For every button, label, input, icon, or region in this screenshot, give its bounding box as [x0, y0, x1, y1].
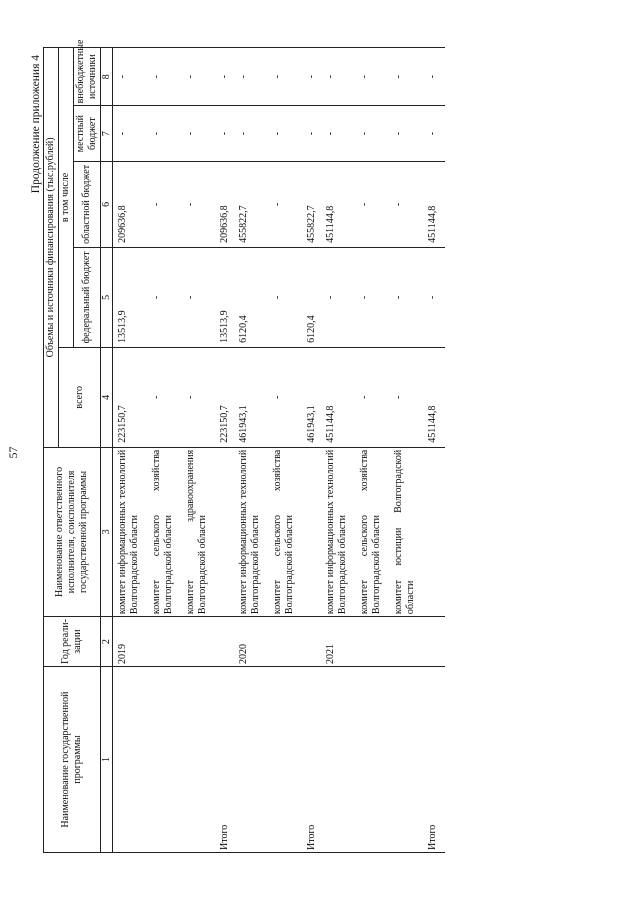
- program-cell: [324, 667, 350, 853]
- executor-cell: комитет информационных технологий Волгоградской области: [113, 447, 143, 616]
- executor-cell: комитет сельского хозяйства Волгоградской области: [271, 447, 297, 616]
- offbudget-cell: -: [392, 48, 418, 106]
- offbudget-cell: -: [426, 48, 445, 106]
- total-cell: -: [392, 347, 418, 447]
- column-numbers-row: [101, 48, 113, 853]
- local-cell: -: [426, 106, 445, 162]
- federal-cell: -: [426, 247, 445, 347]
- total-cell: 223150,7: [113, 347, 143, 447]
- offbudget-cell: -: [150, 48, 176, 106]
- local-cell: -: [184, 106, 210, 162]
- table-row: [271, 48, 297, 853]
- table-row: [150, 48, 176, 853]
- header-including: в том числе: [59, 48, 74, 348]
- table-row: [392, 48, 418, 853]
- year-cell: [218, 617, 237, 667]
- executor-cell: [218, 447, 237, 616]
- itogo-label: Итого: [426, 667, 445, 853]
- regional-cell: 455822,7: [237, 161, 263, 247]
- program-cell: [271, 667, 297, 853]
- federal-cell: -: [324, 247, 350, 347]
- federal-cell: 6120,4: [237, 247, 263, 347]
- year-cell: [358, 617, 384, 667]
- regional-cell: -: [150, 161, 176, 247]
- total-cell: -: [184, 347, 210, 447]
- local-cell: -: [392, 106, 418, 162]
- executor-cell: [426, 447, 445, 616]
- offbudget-cell: -: [237, 48, 263, 106]
- header-total: всего: [59, 347, 101, 447]
- program-cell: [392, 667, 418, 853]
- program-cell: [150, 667, 176, 853]
- table-row: [324, 48, 350, 853]
- year-cell: [271, 617, 297, 667]
- year-cell: [305, 617, 324, 667]
- total-cell: -: [271, 347, 297, 447]
- federal-cell: -: [271, 247, 297, 347]
- offbudget-cell: -: [271, 48, 297, 106]
- year-cell: 2021: [324, 617, 350, 667]
- local-cell: -: [150, 106, 176, 162]
- header-volumes: Объемы и источники финансирования (тыс.рублей): [44, 48, 59, 448]
- executor-cell: [305, 447, 324, 616]
- table-row: [358, 48, 384, 853]
- local-cell: -: [324, 106, 350, 162]
- executor-cell: комитет информационных технологий Волгоградской области: [237, 447, 263, 616]
- regional-cell: 451144,8: [426, 161, 445, 247]
- federal-cell: -: [358, 247, 384, 347]
- program-cell: [358, 667, 384, 853]
- header-offbudget: внебюджетные источники: [74, 48, 101, 106]
- continuation-label: Продолжение приложения 4: [30, 55, 42, 194]
- regional-cell: 209636,8: [218, 161, 237, 247]
- page-number: 57: [6, 446, 20, 459]
- federal-cell: 13513,9: [113, 247, 143, 347]
- header-local: местный бюджет: [74, 106, 101, 162]
- federal-cell: -: [392, 247, 418, 347]
- total-cell: 223150,7: [218, 347, 237, 447]
- federal-cell: -: [150, 247, 176, 347]
- offbudget-cell: -: [184, 48, 210, 106]
- executor-cell: комитет юстиции Волгоградской области: [392, 447, 418, 616]
- regional-cell: 455822,7: [305, 161, 324, 247]
- table-row-total: [218, 48, 237, 853]
- itogo-label: Итого: [305, 667, 324, 853]
- regional-cell: 451144,8: [324, 161, 350, 247]
- offbudget-cell: -: [218, 48, 237, 106]
- header-program-name: Наименование государственной программы: [44, 667, 101, 853]
- column-number: 5: [101, 247, 113, 347]
- column-number: 2: [101, 617, 113, 667]
- local-cell: -: [218, 106, 237, 162]
- offbudget-cell: -: [324, 48, 350, 106]
- total-cell: -: [358, 347, 384, 447]
- total-cell: 451144,8: [426, 347, 445, 447]
- header-regional: областной бюджет: [74, 161, 101, 247]
- year-cell: 2019: [113, 617, 143, 667]
- federal-cell: 13513,9: [218, 247, 237, 347]
- regional-cell: -: [184, 161, 210, 247]
- regional-cell: 209636,8: [113, 161, 143, 247]
- local-cell: -: [358, 106, 384, 162]
- year-cell: [426, 617, 445, 667]
- column-number: 8: [101, 48, 113, 106]
- program-cell: [184, 667, 210, 853]
- year-cell: [392, 617, 418, 667]
- executor-cell: комитет сельского хозяйства Волгоградской области: [150, 447, 176, 616]
- federal-cell: -: [184, 247, 210, 347]
- offbudget-cell: -: [305, 48, 324, 106]
- table-row: [237, 48, 263, 853]
- table-row-total: [305, 48, 324, 853]
- column-number: 1: [101, 667, 113, 853]
- table-row-total: [426, 48, 445, 853]
- executor-cell: комитет здравоохранения Волгоградской области: [184, 447, 210, 616]
- offbudget-cell: -: [113, 48, 143, 106]
- local-cell: -: [271, 106, 297, 162]
- total-cell: -: [150, 347, 176, 447]
- table-row: [184, 48, 210, 853]
- program-cell: [237, 667, 263, 853]
- offbudget-cell: -: [358, 48, 384, 106]
- local-cell: -: [237, 106, 263, 162]
- column-number: 7: [101, 106, 113, 162]
- program-cell: [113, 667, 143, 853]
- column-number: 6: [101, 161, 113, 247]
- regional-cell: -: [271, 161, 297, 247]
- local-cell: -: [305, 106, 324, 162]
- local-cell: -: [113, 106, 143, 162]
- total-cell: 461943,1: [237, 347, 263, 447]
- table-row: [113, 48, 143, 853]
- total-cell: 451144,8: [324, 347, 350, 447]
- total-cell: 461943,1: [305, 347, 324, 447]
- column-number: 3: [101, 447, 113, 616]
- header-year: Год реали-зации: [44, 617, 101, 667]
- year-cell: [150, 617, 176, 667]
- executor-cell: комитет информационных технологий Волгоградской области: [324, 447, 350, 616]
- regional-cell: -: [392, 161, 418, 247]
- regional-cell: -: [358, 161, 384, 247]
- year-cell: 2020: [237, 617, 263, 667]
- federal-cell: 6120,4: [305, 247, 324, 347]
- itogo-label: Итого: [218, 667, 237, 853]
- header-executor: Наименование ответственного исполнителя, соисполнителя государственной программы: [44, 447, 101, 616]
- column-number: 4: [101, 347, 113, 447]
- year-cell: [184, 617, 210, 667]
- financing-table: [43, 39, 445, 853]
- executor-cell: комитет сельского хозяйства Волгоградской области: [358, 447, 384, 616]
- header-federal: федеральный бюджет: [74, 247, 101, 347]
